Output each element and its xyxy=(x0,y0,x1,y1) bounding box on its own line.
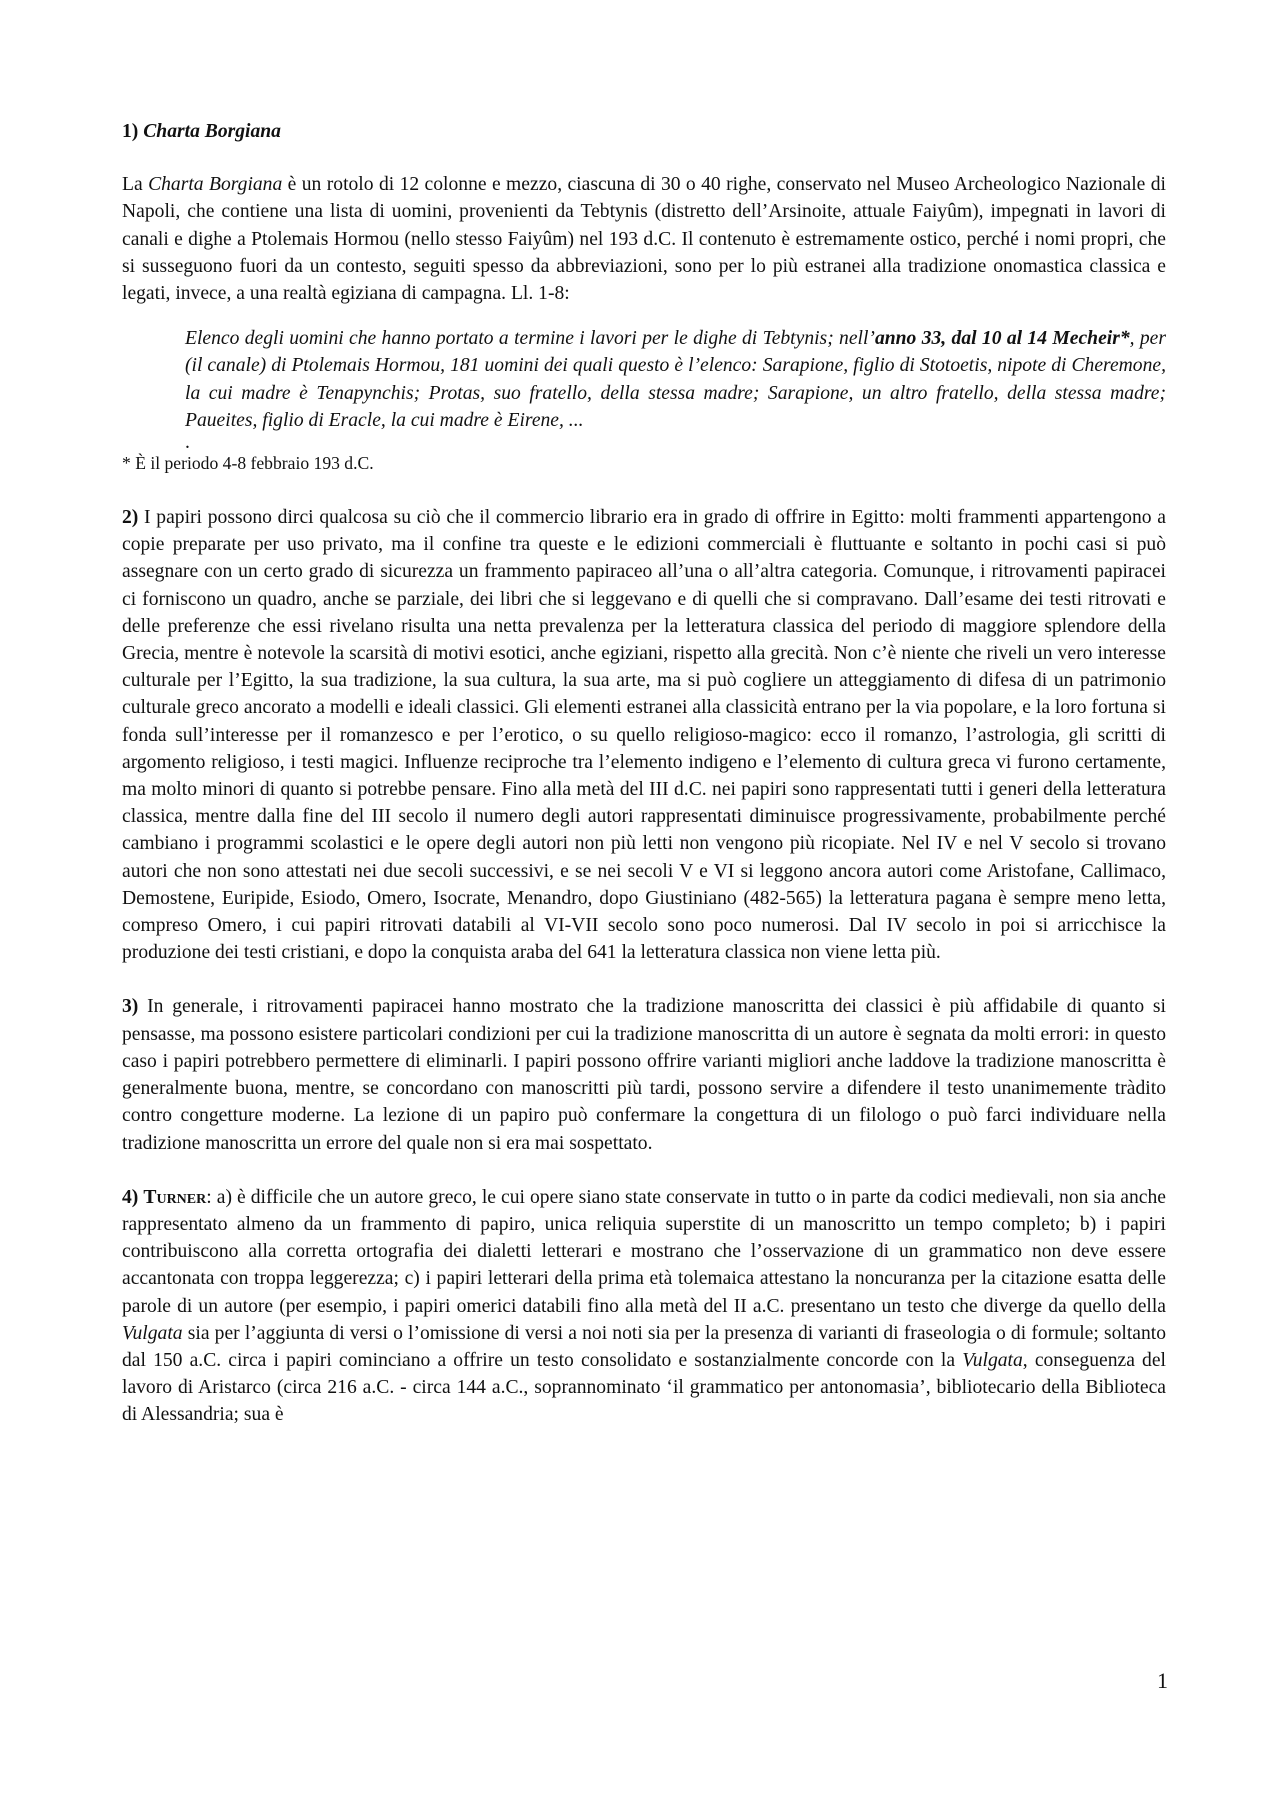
vulgata-italic-1: Vulgata xyxy=(122,1322,183,1344)
quote-text-a: Elenco degli uomini che hanno portato a termine i lavori per le dighe di Tebtynis; nell’ xyxy=(185,328,875,350)
section-1-heading xyxy=(122,118,1166,145)
footnote: * È il periodo 4-8 febbraio 193 d.C. xyxy=(122,453,374,474)
section-1-number: 1) xyxy=(122,121,139,142)
section-3-paragraph xyxy=(122,993,1166,1156)
section-2-number: 2) xyxy=(122,507,139,529)
intro-italic-title: Charta Borgiana xyxy=(148,174,283,196)
section-4-text-c: , conseguenza del lavoro di Aristarco (circa 216 a.C. - circa 144 a.C., soprannominato ‘il grammatico per antonomasia’, bibliotecario della Biblioteca di Alessandria; sua è xyxy=(122,1349,1166,1426)
intro-text-a: La xyxy=(122,174,149,196)
block-quote xyxy=(185,325,1166,434)
section-3-number: 3) xyxy=(122,996,139,1018)
section-4-paragraph xyxy=(122,1184,1166,1429)
section-1-title: Charta Borgiana xyxy=(143,121,281,142)
document-page xyxy=(122,118,1166,1429)
quote-text-b: , per (il canale) di Ptolemais Hormou, 181 uomini dei quali questo è l’elenco: Sarapione, figlio di Stotoetis, nipote di Cheremone, la cui madre è Tenapynchis; Protas, suo fratello, della stessa madre; Sarapione, un altro fratello, della stessa madre; Paueites, figlio di Eracle, la cui madre è Eirene, ... xyxy=(185,328,1166,431)
vulgata-italic-2: Vulgata xyxy=(962,1349,1023,1371)
section-4-text-b: sia per l’aggiunta di versi o l’omissione di versi a noi noti sia per la presenza di varianti di fraseologia o di formule; soltanto dal 150 a.C. circa i papiri cominciano a offrire un testo consolidato e sostanzialmente concorde con la xyxy=(122,1322,1166,1371)
section-4-author-name: Turner xyxy=(143,1186,207,1208)
section-4-text-a: : a) è difficile che un autore greco, le cui opere siano state conservate in tutto o in parte da codici medievali, non sia anche rappresentato almeno da un frammento di papiro, unica reliquia superstite di un manoscritto un tempo completo; b) i papiri contribuiscono alla corretta ortografia dei dialetti letterari e mostrano che l’osservazione di un grammatico non deve essere accantonata con troppa leggerezza; c) i papiri letterari della prima età tolemaica attestano la noncuranza per la citazione esatta delle parole di un autore (per esempio, i papiri omerici databili fino alla metà del II a.C. presentano un testo che diverge da quello della xyxy=(122,1186,1166,1317)
quote-bold-date: anno 33, dal 10 al 14 Mecheir* xyxy=(874,328,1130,350)
quote-dot: . xyxy=(185,432,190,454)
section-4-number: 4) xyxy=(122,1186,139,1208)
page-number: 1 xyxy=(1157,1668,1168,1693)
intro-text-b: è un rotolo di 12 colonne e mezzo, ciascuna di 30 o 40 righe, conservato nel Museo Archeologico Nazionale di Napoli, che contiene una lista di uomini, provenienti da Tebtynis (distretto dell’Arsinoite, attuale Faiyûm), impegnati in lavori di canali e dighe a Ptolemais Hormou (nello stesso Faiyûm) nel 193 d.C. Il contenuto è estremamente ostico, perché i nomi propri, che si susseguono fuori da un contesto, seguiti spesso da abbreviazioni, sono per lo più estranei alla tradizione onomastica classica e legati, invece, a una realtà egiziana di campagna. Ll. 1-8: xyxy=(122,174,1166,305)
section-3-text: In generale, i ritrovamenti papiracei hanno mostrato che la tradizione manoscritta dei classici è più affidabile di quanto si pensasse, ma possono esistere particolari condizioni per cui la tradizione manoscritta di un autore è segnata da molti errori: in questo caso i papiri potrebbero permettere di eliminarli. I papiri possono offrire varianti migliori anche laddove la tradizione manoscritta è generalmente buona, mentre, se concordano con manoscritti più tardi, possono servire a difendere il testo unanimemente tràdito contro congetture moderne. La lezione di un papiro può confermare la congettura di un filologo o può farci individuare nella tradizione manoscritta un errore del quale non si era mai sospettato. xyxy=(122,996,1166,1154)
section-2-paragraph xyxy=(122,504,1166,966)
section-2-text: I papiri possono dirci qualcosa su ciò che il commercio librario era in grado di offrire in Egitto: molti frammenti appartengono a copie preparate per uso privato, ma il confine tra queste e le edizioni commerciali è fluttuante e soltanto in pochi casi si può assegnare con un certo grado di sicurezza un frammento papiraceo all’una o all’altra categoria. Comunque, i ritrovamenti papiracei ci forniscono un quadro, anche se parziale, dei libri che si leggevano e di quelli che si compravano. Dall’esame dei testi ritrovati e delle preferenze che essi rivelano risulta una netta prevalenza per la letteratura classica del periodo di maggiore splendore della Grecia, mentre è notevole la scarsità di motivi esotici, anche egiziani, rispetto alla grecità. Non c’è niente che riveli un vero interesse culturale per l’Egitto, la sua tradizione, la sua cultura, la sua arte, ma si può cogliere un atteggiamento di difesa di un patrimonio culturale greco ancorato a modelli e ideali classici. Gli elementi estranei alla classicità entrano per la via popolare, e la loro fortuna si fonda sull’interesse per il romanzesco e per l’erotico, o su quello religioso-magico: ecco il romanzo, l’astrologia, gli scritti di argomento religioso, i testi magici. Influenze reciproche tra l’elemento indigeno e l’elemento di cultura greca vi furono certamente, ma molto minori di quanto si potrebbe pensare. Fino alla metà del III d.C. nei papiri sono rappresentati tutti i generi della letteratura classica, mentre dalla fine del III secolo il numero degli autori rappresentati diminuisce progressivamente, probabilmente perché cambiano i programmi scolastici e le opere degli autori non più letti non vengono più ricopiate. Nel IV e nel V secolo si trovano autori che non sono attestati nei due secoli successivi, e se nei secoli V e VI si leggono ancora autori come Aristofane, Callimaco, Demostene, Euripide, Esiodo, Omero, Isocrate, Menandro, dopo Giustiniano (482-565) la letteratura pagana è sempre meno letta, compreso Omero, i cui papiri ritrovati databili al VI-VII secolo sono poco numerosi. Dal IV secolo in poi si arricchisce la produzione dei testi cristiani, e dopo la conquista araba del 641 la letteratura classica non viene letta più. xyxy=(122,507,1166,964)
section-1-paragraph xyxy=(122,171,1166,307)
